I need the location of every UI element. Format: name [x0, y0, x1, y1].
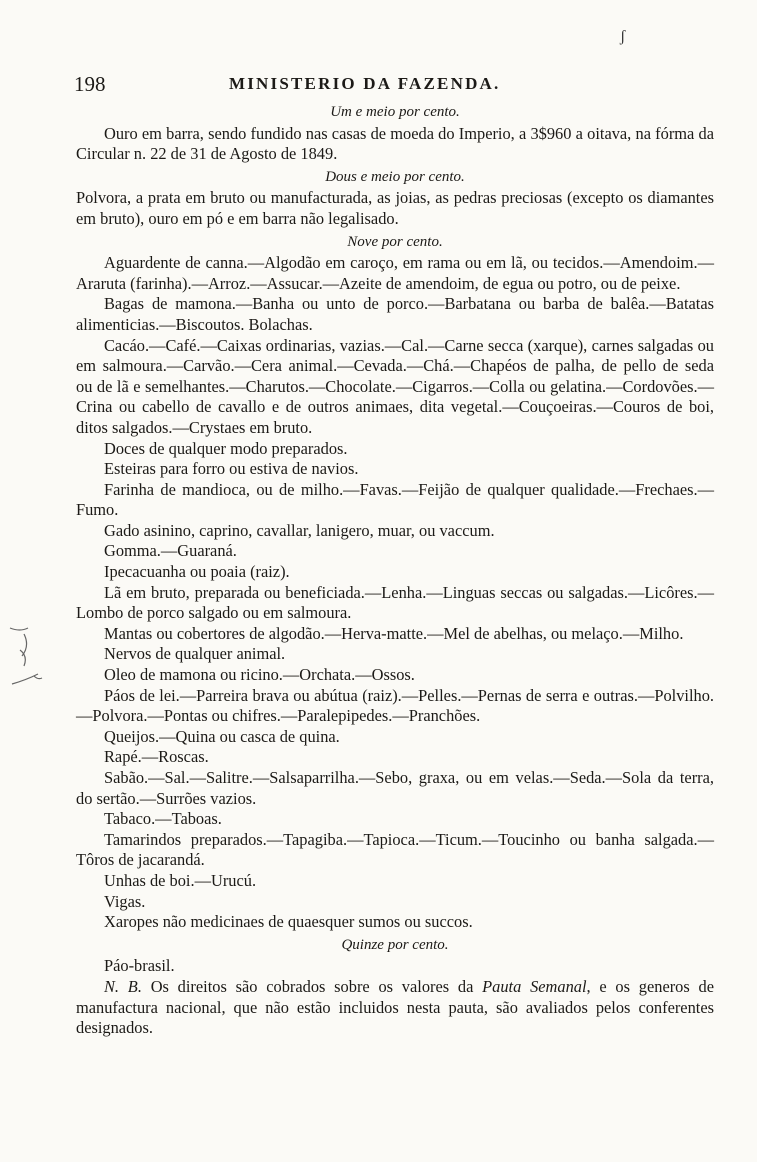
- section-heading: Um e meio por cento.: [330, 104, 460, 120]
- paragraph: Aguardente de canna.—Algodão em caroço, em rama ou em lã, ou tecidos.—Amendoim.—Araruta (farinha).—Arroz.—Assucar.—Azeite de amendoim, de egua ou potro, ou de peixe.: [76, 253, 714, 293]
- paragraph: Lã em bruto, preparada ou beneficiada.—Lenha.—Linguas seccas ou salgadas.—Licôres.—Lombo de porco salgado ou em salmoura.: [76, 582, 714, 623]
- paragraph: Xaropes não medicinaes de quaesquer sumos ou succos.: [104, 912, 473, 932]
- paragraph: Ipecacuanha ou poaia (raiz).: [104, 562, 290, 582]
- paragraph: Ouro em barra, sendo fundido nas casas de moeda do Imperio, a 3$960 a oitava, na fórma da Circular n. 22 de 31 de Agosto de 1849.: [76, 123, 714, 164]
- paragraph: Vigas.: [104, 891, 146, 911]
- margin-scribble-icon: [4, 620, 48, 700]
- paragraph: Bagas de mamona.—Banha ou unto de porco.—Barbatana ou barba de balêa.—Batatas alimenticias.—Biscoutos. Bolachas.: [76, 294, 714, 334]
- paragraph: Queijos.—Quina ou casca de quina.: [104, 726, 340, 746]
- corner-mark: ʃ: [620, 28, 626, 45]
- paragraph: Polvora, a prata em bruto ou manufacturada, as joias, as pedras preciosas (excepto os diamantes em bruto), ouro em pó e em barra não legalisado.: [76, 188, 714, 228]
- paragraph: Sabão.—Sal.—Salitre.—Salsaparrilha.—Sebo, graxa, ou em velas.—Seda.—Sola da terra, do sertão.—Surrões vazios.: [76, 768, 714, 808]
- section-heading: Dous e meio por cento.: [325, 168, 465, 185]
- page-number: 198: [74, 72, 106, 96]
- nota-bene-text-2: , e os generos de manufactura nacional, que não estão incluidos nesta pauta, são avaliados pelos conferentes designados.: [76, 976, 714, 1038]
- paragraph: Tabaco.—Taboas.: [104, 809, 222, 829]
- section-heading: Nove por cento.: [347, 233, 443, 250]
- page-header: [74, 72, 714, 98]
- paragraph: Farinha de mandioca, ou de milho.—Favas.—Feijão de qualquer qualidade.—Frechaes.—Fumo.: [76, 479, 714, 520]
- page-body: [76, 100, 714, 1039]
- section-nove: [76, 232, 714, 933]
- section-um-e-meio: [76, 102, 714, 165]
- paragraph: Unhas de boi.—Urucú.: [104, 870, 257, 890]
- paragraph: Rapé.—Roscas.: [104, 747, 209, 767]
- paragraph: Tamarindos preparados.—Tapagiba.—Tapioca.—Ticum.—Toucinho ou banha salgada.—Tôros de jacarandá.: [76, 829, 714, 870]
- nota-bene-text-1: Os direitos são cobrados sobre os valores da: [141, 976, 483, 996]
- paragraph: Cacáo.—Café.—Caixas ordinarias, vazias.—Cal.—Carne secca (xarque), carnes salgadas ou em salmoura.—Carvão.—Cera animal.—Cevada.—Chá.—Chapéos de palha, de pello de seda ou de lã e semelhantes.—Charutos.—Chocolate.—Cigarros.—Colla ou gelatina.—Cordovões.—Crina ou cabello de cavallo e de outros animaes, dita vegetal.—Couçoeiras.—Couros de boi, ditos salgados.—Crystaes em bruto.: [76, 335, 714, 437]
- paragraph: Doces de qualquer modo preparados.: [104, 438, 348, 458]
- nota-bene-emphasis: Pauta Semanal: [482, 976, 587, 996]
- paragraph: Páos de lei.—Parreira brava ou abútua (raiz).—Pelles.—Pernas de serra e outras.—Polvilho.—Polvora.—Pontas ou chifres.—Paralepipedes.—Pranchões.: [76, 685, 714, 726]
- section-heading: Quinze por cento.: [341, 936, 449, 953]
- paragraph: Páo-brasil.: [104, 956, 175, 976]
- section-dous-e-meio: [76, 167, 714, 230]
- nota-bene-label: N. B.: [104, 976, 142, 996]
- paragraph: Oleo de mamona ou ricino.—Orchata.—Ossos.: [104, 665, 415, 685]
- paragraph: Gomma.—Guaraná.: [104, 541, 237, 561]
- section-quinze: [76, 935, 714, 977]
- paragraph: Nervos de qualquer animal.: [104, 644, 286, 664]
- paragraph: Esteiras para forro ou estiva de navios.: [104, 459, 359, 479]
- nota-bene: [76, 977, 714, 1039]
- paragraph: Gado asinino, caprino, cavallar, lanigero, muar, ou vaccum.: [104, 520, 495, 540]
- paragraph: Mantas ou cobertores de algodão.—Herva-matte.—Mel de abelhas, ou melaço.—Milho.: [104, 623, 684, 643]
- running-head: MINISTERIO DA FAZENDA.: [229, 74, 501, 93]
